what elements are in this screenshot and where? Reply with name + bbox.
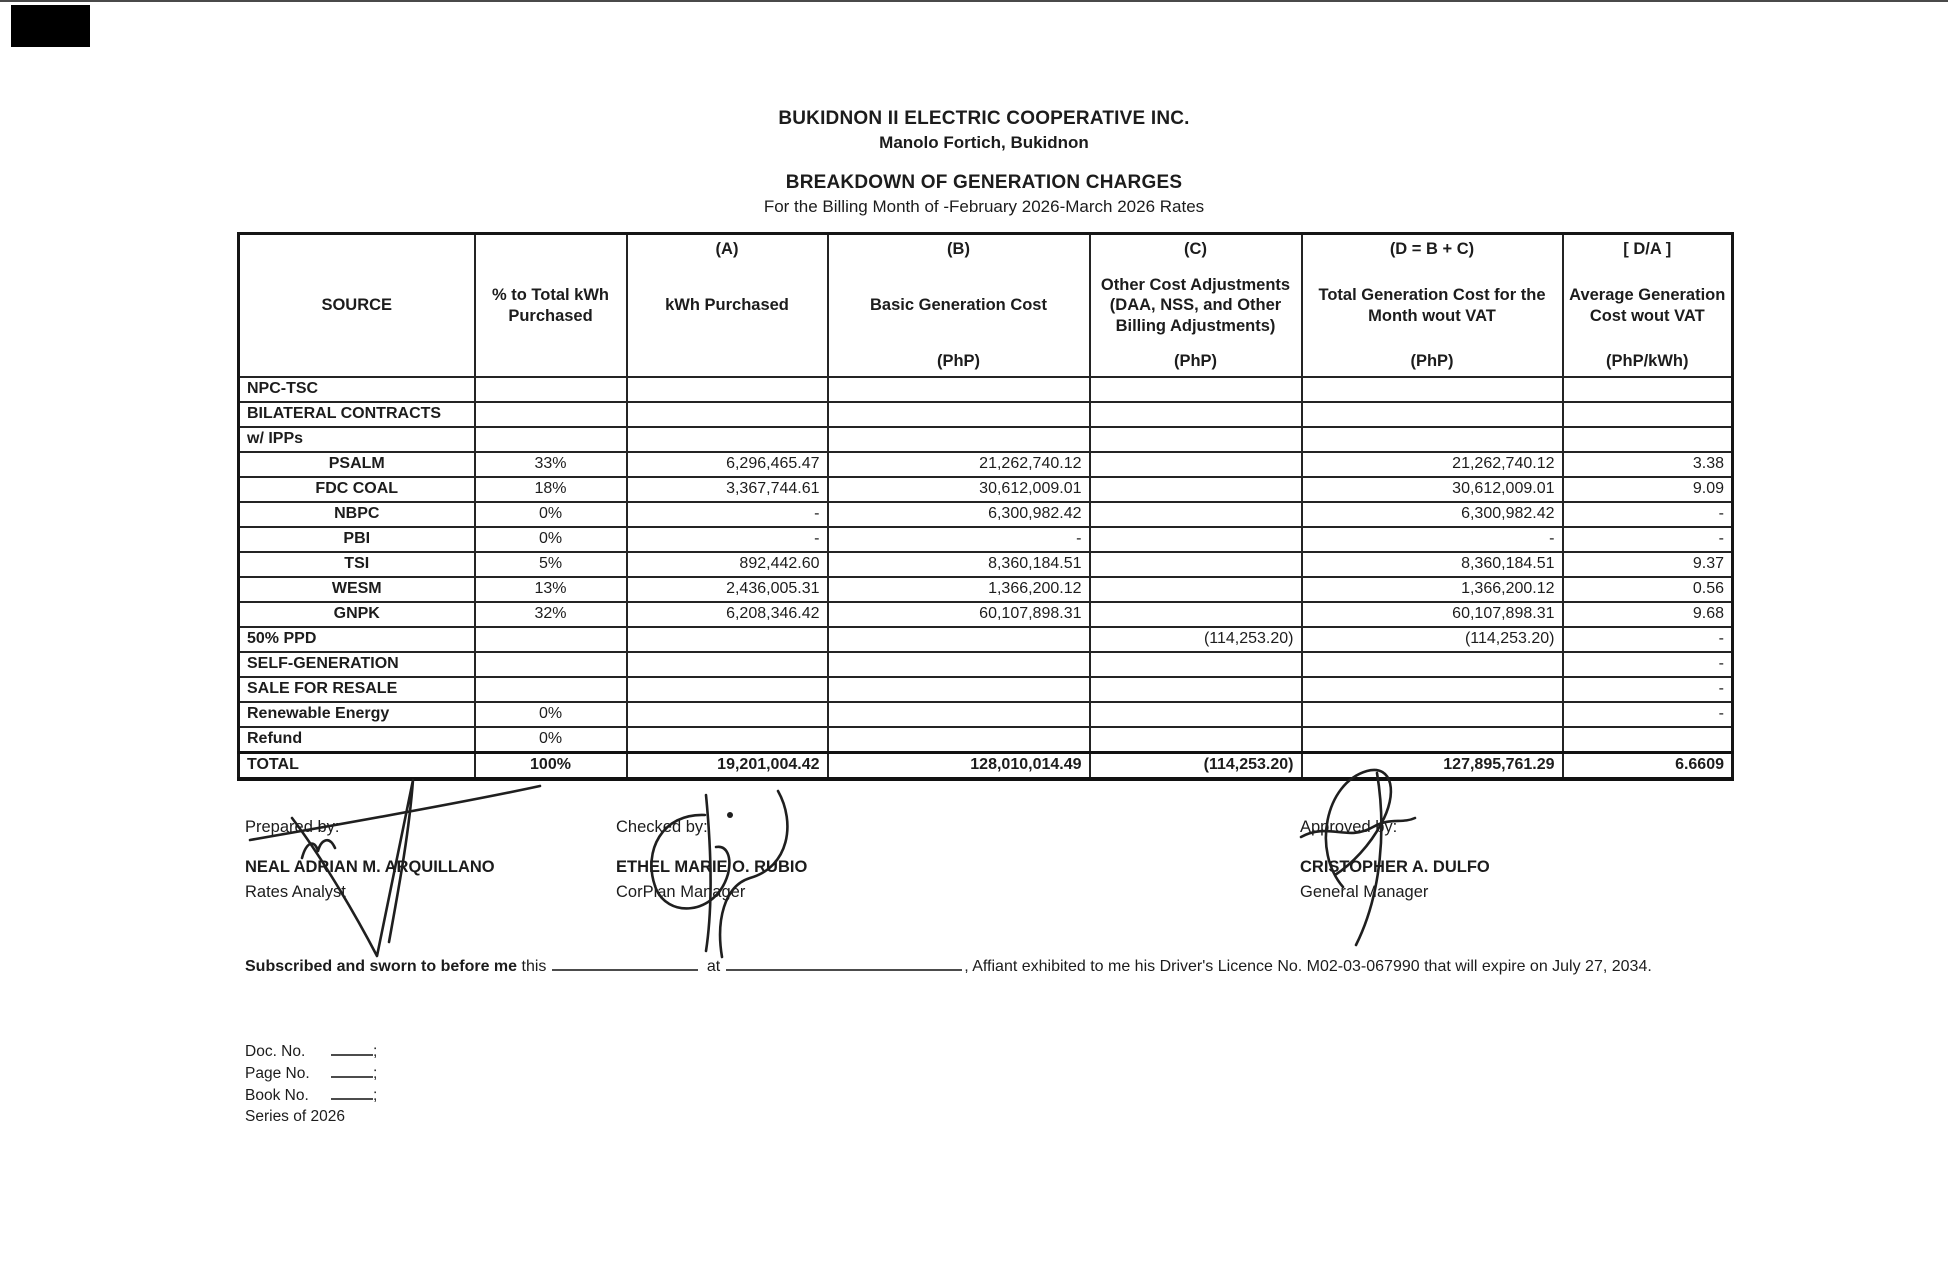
col-header-5: (D = B + C) Total Generation Cost for the Month wout VAT (PhP) — [1302, 234, 1563, 378]
kwh-cell — [627, 402, 828, 427]
pct-cell: 0% — [475, 527, 627, 552]
kwh-cell — [627, 727, 828, 753]
notary-suffix: , Affiant exhibited to me his Driver's Licence No. M02-03-067990 that will expire on July 27, 2034. — [964, 958, 1652, 975]
pct-cell: 0% — [475, 502, 627, 527]
table-row — [239, 753, 1733, 780]
other-cell — [1090, 577, 1302, 602]
avg-cell: 9.37 — [1563, 552, 1733, 577]
basic-cell — [828, 727, 1090, 753]
pct-cell: 100% — [475, 753, 627, 780]
page-no-blank — [331, 1064, 373, 1078]
avg-cell: - — [1563, 677, 1733, 702]
place-blank-line — [726, 956, 962, 971]
table-row — [239, 727, 1733, 753]
kwh-cell: 19,201,004.42 — [627, 753, 828, 780]
table-row — [239, 577, 1733, 602]
source-cell: NBPC — [239, 502, 475, 527]
avg-cell: - — [1563, 652, 1733, 677]
table-row — [239, 552, 1733, 577]
other-cell: (114,253.20) — [1090, 753, 1302, 780]
table-header-row — [239, 234, 1733, 378]
pct-cell — [475, 377, 627, 402]
prepared-by-name: NEAL ADRIAN M. ARQUILLANO — [245, 858, 495, 876]
basic-cell: 8,360,184.51 — [828, 552, 1090, 577]
col-header-4: (C) Other Cost Adjustments (DAA, NSS, and Other Billing Adjustments) (PhP) — [1090, 234, 1302, 378]
total-cell: 6,300,982.42 — [1302, 502, 1563, 527]
basic-cell — [828, 702, 1090, 727]
avg-cell: - — [1563, 702, 1733, 727]
approved-by-label: Approved by: — [1300, 818, 1398, 836]
other-cell — [1090, 702, 1302, 727]
col-header-2: (A) kWh Purchased — [627, 234, 828, 378]
avg-cell: 9.09 — [1563, 477, 1733, 502]
pct-cell: 5% — [475, 552, 627, 577]
avg-cell — [1563, 377, 1733, 402]
kwh-cell — [627, 677, 828, 702]
pct-cell — [475, 677, 627, 702]
source-cell: w/ IPPs — [239, 427, 475, 452]
total-cell — [1302, 677, 1563, 702]
book-no-label: Book No. — [245, 1087, 309, 1104]
prepared-by-role: Rates Analyst — [245, 883, 346, 901]
basic-cell: 21,262,740.12 — [828, 452, 1090, 477]
other-cell — [1090, 452, 1302, 477]
signature-block-prepared — [245, 818, 495, 902]
avg-cell — [1563, 727, 1733, 753]
basic-cell — [828, 627, 1090, 652]
kwh-cell: 3,367,744.61 — [627, 477, 828, 502]
source-cell: TSI — [239, 552, 475, 577]
total-cell — [1302, 702, 1563, 727]
pct-cell — [475, 627, 627, 652]
source-cell: 50% PPD — [239, 627, 475, 652]
other-cell — [1090, 727, 1302, 753]
total-cell: 21,262,740.12 — [1302, 452, 1563, 477]
col-header-6: [ D/A ] Average Generation Cost wout VAT (PhP/kWh) — [1563, 234, 1733, 378]
avg-cell: 0.56 — [1563, 577, 1733, 602]
basic-cell: 30,612,009.01 — [828, 477, 1090, 502]
source-cell: Refund — [239, 727, 475, 753]
other-cell: (114,253.20) — [1090, 627, 1302, 652]
doc-no-label: Doc. No. — [245, 1043, 306, 1060]
col-header-1: % to Total kWh Purchased — [475, 234, 627, 378]
avg-cell: 6.6609 — [1563, 753, 1733, 780]
basic-cell: - — [828, 527, 1090, 552]
kwh-cell: 892,442.60 — [627, 552, 828, 577]
signature-block-approved — [1300, 818, 1490, 902]
table-row — [239, 702, 1733, 727]
page-no-line — [245, 1064, 377, 1083]
total-cell: 1,366,200.12 — [1302, 577, 1563, 602]
col-header-3: (B) Basic Generation Cost (PhP) — [828, 234, 1090, 378]
other-cell — [1090, 602, 1302, 627]
scan-edge-line — [0, 0, 1948, 2]
total-cell — [1302, 377, 1563, 402]
source-cell: Renewable Energy — [239, 702, 475, 727]
notarial-registry — [245, 1042, 377, 1130]
basic-cell — [828, 427, 1090, 452]
basic-cell — [828, 377, 1090, 402]
table-row — [239, 627, 1733, 652]
kwh-cell: - — [627, 527, 828, 552]
total-cell: 60,107,898.31 — [1302, 602, 1563, 627]
avg-cell: - — [1563, 527, 1733, 552]
document-subtitle: For the Billing Month of -February 2026-March 2026 Rates — [763, 197, 1205, 216]
total-cell — [1302, 427, 1563, 452]
notary-line — [245, 956, 1725, 976]
pct-cell — [475, 652, 627, 677]
pct-cell — [475, 427, 627, 452]
org-name: BUKIDNON II ELECTRIC COOPERATIVE INC. — [778, 108, 1190, 129]
kwh-cell: - — [627, 502, 828, 527]
total-cell: 30,612,009.01 — [1302, 477, 1563, 502]
scan-corner-mark — [11, 5, 90, 47]
pct-cell: 0% — [475, 727, 627, 753]
kwh-cell: 6,208,346.42 — [627, 602, 828, 627]
basic-cell — [828, 402, 1090, 427]
source-cell: BILATERAL CONTRACTS — [239, 402, 475, 427]
source-cell: PSALM — [239, 452, 475, 477]
notary-at-word: at — [706, 958, 721, 975]
avg-cell: 3.38 — [1563, 452, 1733, 477]
pct-cell: 18% — [475, 477, 627, 502]
source-cell: WESM — [239, 577, 475, 602]
table-row — [239, 677, 1733, 702]
checked-by-role: CorPlan Manager — [616, 883, 746, 901]
avg-cell: - — [1563, 627, 1733, 652]
source-cell: SALE FOR RESALE — [239, 677, 475, 702]
notary-this-word: this — [521, 958, 547, 975]
basic-cell: 1,366,200.12 — [828, 577, 1090, 602]
pct-cell: 32% — [475, 602, 627, 627]
avg-cell: 9.68 — [1563, 602, 1733, 627]
table-row — [239, 527, 1733, 552]
semicolon: ; — [373, 1065, 378, 1082]
semicolon: ; — [373, 1043, 378, 1060]
total-cell — [1302, 402, 1563, 427]
table-body — [239, 377, 1733, 779]
basic-cell: 60,107,898.31 — [828, 602, 1090, 627]
table-row — [239, 502, 1733, 527]
other-cell — [1090, 527, 1302, 552]
date-blank-line — [552, 956, 698, 971]
table-row — [239, 377, 1733, 402]
basic-cell: 128,010,014.49 — [828, 753, 1090, 780]
col-header-0: SOURCE — [239, 234, 475, 378]
source-cell: GNPK — [239, 602, 475, 627]
document-title: BREAKDOWN OF GENERATION CHARGES — [785, 172, 1183, 193]
semicolon: ; — [373, 1087, 378, 1104]
checked-by-label: Checked by: — [616, 818, 708, 836]
series-line: Series of 2026 — [245, 1108, 345, 1125]
basic-cell: 6,300,982.42 — [828, 502, 1090, 527]
kwh-cell — [627, 377, 828, 402]
total-cell: - — [1302, 527, 1563, 552]
other-cell — [1090, 677, 1302, 702]
source-cell: NPC-TSC — [239, 377, 475, 402]
source-cell: SELF-GENERATION — [239, 652, 475, 677]
kwh-cell — [627, 652, 828, 677]
other-cell — [1090, 652, 1302, 677]
doc-no-blank — [331, 1042, 373, 1056]
basic-cell — [828, 677, 1090, 702]
page-no-label: Page No. — [245, 1065, 310, 1082]
table-row — [239, 402, 1733, 427]
pct-cell — [475, 402, 627, 427]
total-cell — [1302, 727, 1563, 753]
prepared-by-label: Prepared by: — [245, 818, 340, 836]
avg-cell — [1563, 427, 1733, 452]
source-cell: TOTAL — [239, 753, 475, 780]
book-no-blank — [331, 1086, 373, 1100]
checked-by-name: ETHEL MARIE O. RUBIO — [616, 858, 808, 876]
table-row — [239, 427, 1733, 452]
approved-by-role: General Manager — [1300, 883, 1429, 901]
pct-cell: 33% — [475, 452, 627, 477]
table-row — [239, 652, 1733, 677]
org-address: Manolo Fortich, Bukidnon — [879, 133, 1089, 152]
pct-cell: 13% — [475, 577, 627, 602]
kwh-cell — [627, 427, 828, 452]
avg-cell — [1563, 402, 1733, 427]
doc-no-line — [245, 1042, 377, 1061]
approved-by-name: CRISTOPHER A. DULFO — [1300, 858, 1490, 876]
source-cell: PBI — [239, 527, 475, 552]
total-cell: 8,360,184.51 — [1302, 552, 1563, 577]
table-row — [239, 602, 1733, 627]
basic-cell — [828, 652, 1090, 677]
other-cell — [1090, 402, 1302, 427]
other-cell — [1090, 502, 1302, 527]
table-row — [239, 477, 1733, 502]
total-cell: (114,253.20) — [1302, 627, 1563, 652]
source-cell: FDC COAL — [239, 477, 475, 502]
kwh-cell: 2,436,005.31 — [627, 577, 828, 602]
kwh-cell: 6,296,465.47 — [627, 452, 828, 477]
kwh-cell — [627, 702, 828, 727]
total-cell: 127,895,761.29 — [1302, 753, 1563, 780]
book-no-line — [245, 1086, 377, 1105]
avg-cell: - — [1563, 502, 1733, 527]
table-row — [239, 452, 1733, 477]
other-cell — [1090, 427, 1302, 452]
pct-cell: 0% — [475, 702, 627, 727]
signature-block-checked — [616, 818, 807, 902]
notary-prefix: Subscribed and sworn to before me — [245, 958, 518, 975]
kwh-cell — [627, 627, 828, 652]
other-cell — [1090, 552, 1302, 577]
other-cell — [1090, 477, 1302, 502]
total-cell — [1302, 652, 1563, 677]
generation-charges-table — [237, 232, 1734, 781]
other-cell — [1090, 377, 1302, 402]
